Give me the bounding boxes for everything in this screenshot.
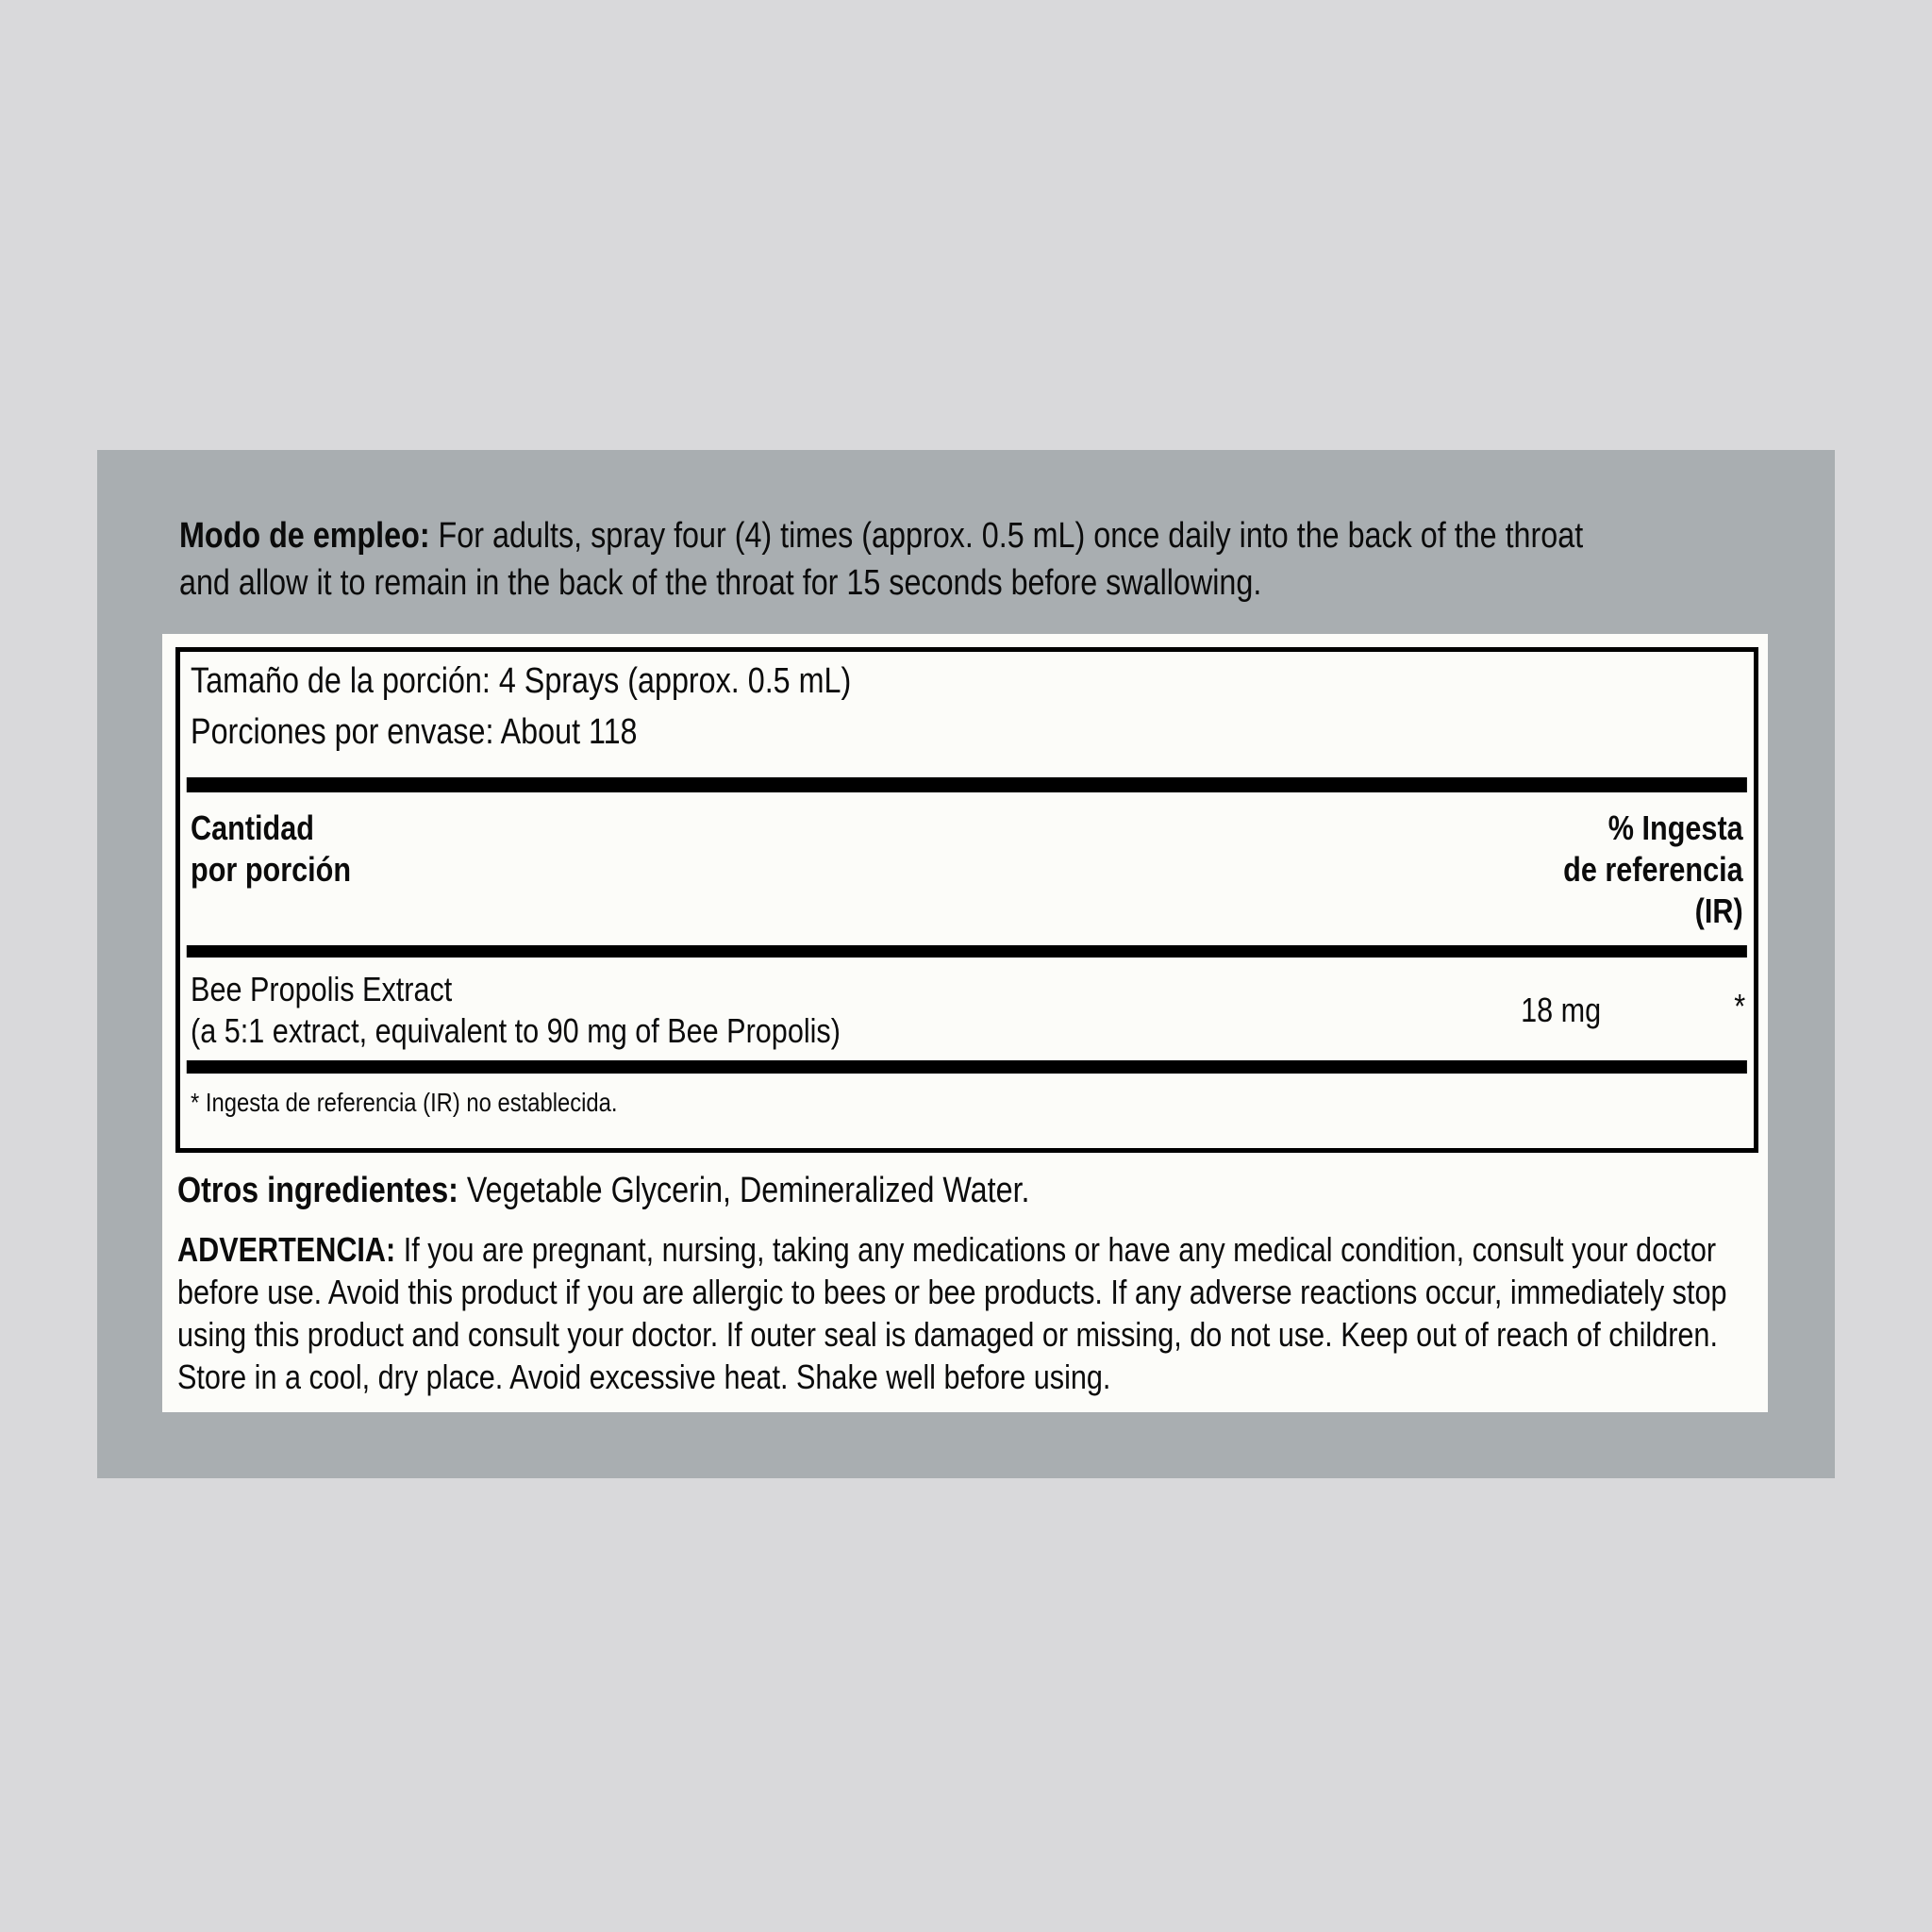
daily-value-header <box>1563 808 1743 932</box>
directions-text: For adults, spray four (4) times (approx. 0.5 mL) once daily into the back of the throat <box>429 516 1584 556</box>
warning-line: before use. Avoid this product if you are allergic to bees or bee products. If any adverse reactions occur, immediately stop <box>177 1273 1727 1311</box>
directions-label: Modo de empleo: <box>179 516 430 556</box>
thick-divider <box>187 945 1747 958</box>
header-line: (IR) <box>1694 891 1743 930</box>
amount-per-serving-header <box>191 808 351 891</box>
supplement-facts-box <box>175 647 1758 1153</box>
facts-header-row <box>180 808 1754 932</box>
header-line: por porción <box>191 850 352 889</box>
supplement-facts-label <box>162 634 1768 1412</box>
ingredient-amount: 18 mg <box>1521 991 1602 1029</box>
serving-size-line: Tamaño de la porción: 4 Sprays (approx. 0.5 mL) <box>191 661 852 701</box>
daily-value-footnote: * Ingesta de referencia (IR) no establecida. <box>191 1088 618 1117</box>
ingredient-row <box>180 969 1754 1052</box>
ingredient-dv-asterisk: * <box>1734 987 1746 1025</box>
header-line: % Ingesta <box>1607 808 1743 847</box>
warning-text: If you are pregnant, nursing, taking any medications or have any medical condition, consult your doctor <box>395 1230 1717 1269</box>
header-line: de referencia <box>1563 850 1743 889</box>
other-ingredients-label: Otros ingredientes: <box>177 1171 458 1210</box>
warning-paragraph <box>177 1228 1753 1398</box>
servings-per-container-line: Porciones por envase: About 118 <box>191 712 638 752</box>
supplement-facts-content <box>180 659 1754 1119</box>
directions-paragraph <box>179 512 1755 607</box>
other-ingredients-text: Vegetable Glycerin, Demineralized Water. <box>458 1171 1030 1210</box>
thick-divider <box>187 1060 1747 1074</box>
ingredient-name: Bee Propolis Extract <box>191 970 453 1008</box>
ingredient-name-detail: (a 5:1 extract, equivalent to 90 mg of Bee Propolis) <box>191 1011 841 1050</box>
directions-line <box>179 512 1755 559</box>
directions-line: and allow it to remain in the back of the throat for 15 seconds before swallowing. <box>179 563 1262 603</box>
warning-label: ADVERTENCIA: <box>177 1230 396 1269</box>
header-line: Cantidad <box>191 808 314 847</box>
warning-line: using this product and consult your doctor. If outer seal is damaged or missing, do not use. Keep out of reach of children. <box>177 1315 1718 1354</box>
warning-line <box>177 1228 1753 1271</box>
thick-divider <box>187 777 1747 792</box>
label-panel <box>97 450 1835 1478</box>
warning-line: Store in a cool, dry place. Avoid excessive heat. Shake well before using. <box>177 1357 1111 1396</box>
other-ingredients-paragraph <box>177 1168 1753 1213</box>
